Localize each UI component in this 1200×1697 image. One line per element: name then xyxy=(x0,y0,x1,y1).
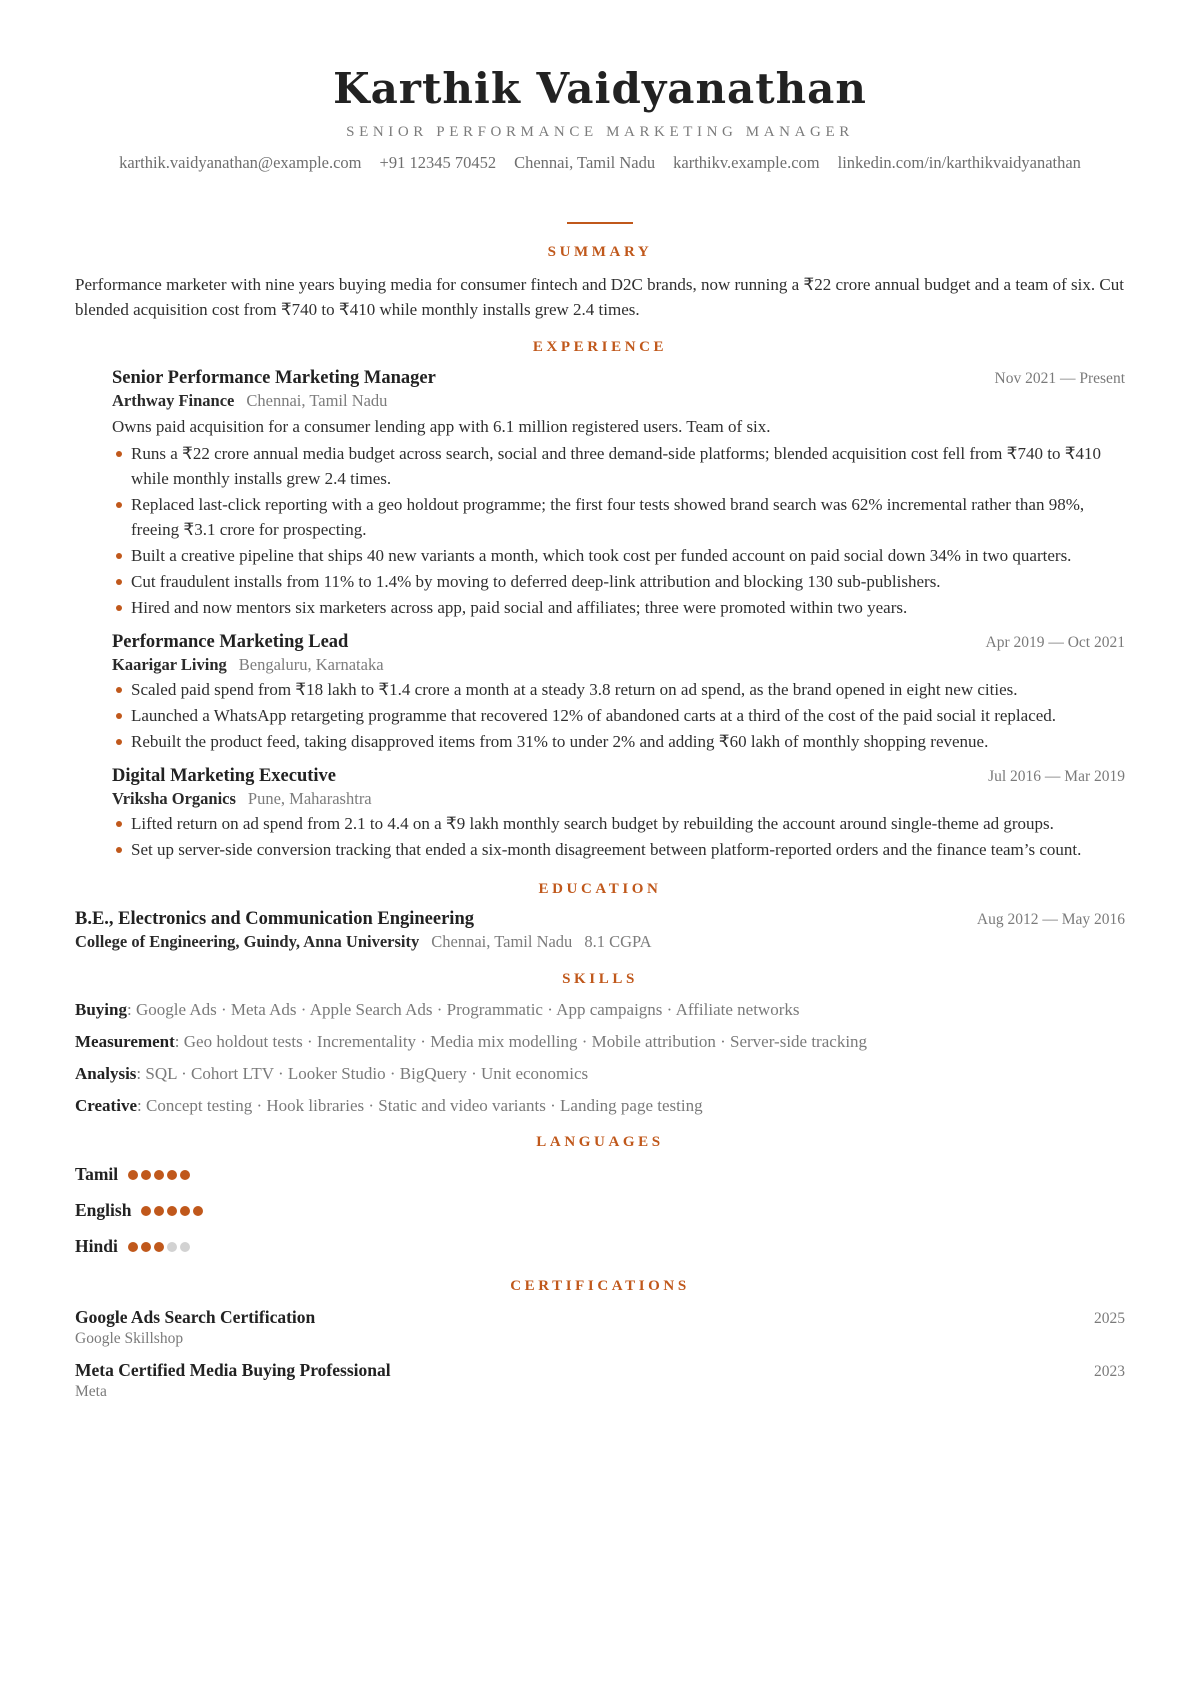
level-dot-filled xyxy=(141,1206,151,1216)
skill-group-values: Concept testing · Hook libraries · Static and video variants · Landing page testing xyxy=(145,1096,703,1116)
job-description: Owns paid acquisition for a consumer lending app with 6.1 million registered users. Team of six. xyxy=(112,417,771,437)
job-dates: Apr 2019 — Oct 2021 xyxy=(985,634,1125,652)
level-dot-filled xyxy=(128,1170,138,1180)
experience-section xyxy=(75,339,1125,862)
certification-year: 2023 xyxy=(1094,1363,1125,1381)
candidate-name: Karthik Vaidyanathan xyxy=(333,64,867,113)
school-location: Chennai, Tamil Nadu xyxy=(431,932,573,952)
job-bullet: Built a creative pipeline that ships 40 new variants a month, which took cost per funded account on paid social down 34% in two quarters. xyxy=(112,543,1125,568)
job-bullet: Set up server-side conversion tracking that ended a six-month disagreement between platform-reported orders and the finance team’s count. xyxy=(112,837,1125,862)
summary-section xyxy=(75,244,1125,322)
level-dot-empty xyxy=(167,1242,177,1252)
certification-issuer: Google Skillshop xyxy=(75,1330,184,1348)
level-dot-empty xyxy=(180,1242,190,1252)
section-title-certifications: CERTIFICATIONS xyxy=(510,1278,690,1295)
language-name: Tamil xyxy=(75,1163,119,1184)
skill-group-name: Analysis xyxy=(75,1064,137,1084)
job-company: Vriksha Organics xyxy=(112,789,236,809)
job-company: Kaarigar Living xyxy=(112,655,227,675)
job-title: Performance Marketing Lead xyxy=(112,632,349,653)
level-dot-filled xyxy=(141,1170,151,1180)
level-dot-filled xyxy=(154,1242,164,1252)
job-bullet: Replaced last-click reporting with a geo holdout programme; the first four tests showed brand search was 62% incremental rather than 98%, freeing ₹3.1 crore for prospecting. xyxy=(112,492,1125,542)
contact-website[interactable]: karthikv.example.com xyxy=(673,153,820,173)
contact-line xyxy=(75,153,1125,173)
level-dot-filled xyxy=(180,1170,190,1180)
job-entry xyxy=(112,766,1125,862)
section-title-summary: SUMMARY xyxy=(547,244,653,261)
certification-entry xyxy=(75,1360,1125,1401)
certification-year: 2025 xyxy=(1094,1310,1125,1328)
job-bullets xyxy=(112,811,1125,862)
job-dates: Jul 2016 — Mar 2019 xyxy=(988,768,1125,786)
certifications-section xyxy=(75,1278,1125,1401)
skill-group-name: Creative xyxy=(75,1096,137,1116)
skill-group-values: Google Ads · Meta Ads · Apple Search Ads · Programmatic · App campaigns · Affiliate networks xyxy=(135,1000,800,1020)
section-title-education: EDUCATION xyxy=(538,881,662,898)
job-bullets xyxy=(112,677,1125,754)
section-title-skills: SKILLS xyxy=(562,971,638,988)
job-title: Digital Marketing Executive xyxy=(112,766,337,787)
job-bullet: Scaled paid spend from ₹18 lakh to ₹1.4 crore a month at a steady 3.8 return on ad spend, as the brand opened in eight new cities. xyxy=(112,677,1125,702)
languages-section xyxy=(75,1134,1125,1258)
skill-group: Analysis: SQL · Cohort LTV · Looker Studio · BigQuery · Unit economics xyxy=(75,1064,589,1084)
job-bullet: Runs a ₹22 crore annual media budget across search, social and three demand-side platforms; blended acquisition cost fell from ₹740 to ₹410 while monthly installs grew 2.4 times. xyxy=(112,441,1125,491)
job-location: Chennai, Tamil Nadu xyxy=(246,391,388,411)
certification-name: Google Ads Search Certification xyxy=(75,1307,316,1328)
skill-group-values: Geo holdout tests · Incrementality · Media mix modelling · Mobile attribution · Server-side tracking xyxy=(183,1032,868,1052)
resume-header xyxy=(75,0,1125,224)
job-bullet: Launched a WhatsApp retargeting programme that recovered 12% of abandoned carts at a third of the cost of the paid social it replaced. xyxy=(112,703,1125,728)
degree-title: B.E., Electronics and Communication Engineering xyxy=(75,909,474,930)
level-dot-filled xyxy=(167,1170,177,1180)
level-dot-filled xyxy=(167,1206,177,1216)
certification-issuer: Meta xyxy=(75,1383,107,1401)
level-dot-filled xyxy=(180,1206,190,1216)
skill-group-values: SQL · Cohort LTV · Looker Studio · BigQuery · Unit economics xyxy=(145,1064,589,1084)
language-name: Hindi xyxy=(75,1235,118,1256)
skill-group: Buying: Google Ads · Meta Ads · Apple Search Ads · Programmatic · App campaigns · Affiliate networks xyxy=(75,1000,800,1020)
job-bullet: Lifted return on ad spend from 2.1 to 4.4 on a ₹9 lakh monthly search budget by rebuilding the account around single-theme ad groups. xyxy=(112,811,1125,836)
language-level-dots xyxy=(141,1201,206,1220)
candidate-role: SENIOR PERFORMANCE MARKETING MANAGER xyxy=(346,124,854,141)
certification-entry xyxy=(75,1307,1125,1348)
job-entry xyxy=(112,632,1125,754)
header-divider xyxy=(567,222,633,224)
section-title-experience: EXPERIENCE xyxy=(532,339,668,356)
skill-group-name: Buying xyxy=(75,1000,127,1020)
skill-group: Creative: Concept testing · Hook libraries · Static and video variants · Landing page testing xyxy=(75,1096,703,1116)
job-bullet: Rebuilt the product feed, taking disapproved items from 31% to under 2% and adding ₹60 lakh of monthly shopping revenue. xyxy=(112,729,1125,754)
job-location: Bengaluru, Karnataka xyxy=(238,655,384,675)
job-dates: Nov 2021 — Present xyxy=(994,370,1125,388)
school-name: College of Engineering, Guindy, Anna University xyxy=(75,932,420,952)
job-bullet: Cut fraudulent installs from 11% to 1.4% by moving to deferred deep-link attribution and blocking 130 sub-publishers. xyxy=(112,569,1125,594)
section-title-languages: LANGUAGES xyxy=(536,1134,664,1151)
skills-section xyxy=(75,971,1125,1116)
job-entry xyxy=(112,368,1125,620)
language-row xyxy=(75,1162,1125,1186)
language-level-dots xyxy=(128,1237,193,1256)
contact-email[interactable]: karthik.vaidyanathan@example.com xyxy=(119,153,362,173)
language-name: English xyxy=(75,1199,132,1220)
level-dot-filled xyxy=(154,1206,164,1216)
job-bullet: Hired and now mentors six marketers across app, paid social and affiliates; three were promoted within two years. xyxy=(112,595,1125,620)
level-dot-filled xyxy=(193,1206,203,1216)
job-company: Arthway Finance xyxy=(112,391,235,411)
level-dot-filled xyxy=(154,1170,164,1180)
language-row xyxy=(75,1234,1125,1258)
education-dates: Aug 2012 — May 2016 xyxy=(976,911,1125,929)
education-entry xyxy=(75,909,1125,952)
level-dot-filled xyxy=(141,1242,151,1252)
summary-text: Performance marketer with nine years buying media for consumer fintech and D2C brands, now running a ₹22 crore annual budget and a team of six. Cut blended acquisition cost from ₹740 to ₹410 while monthly installs grew 2.4 times. xyxy=(75,275,1124,320)
certification-name: Meta Certified Media Buying Professional xyxy=(75,1360,391,1381)
level-dot-filled xyxy=(128,1242,138,1252)
education-section xyxy=(75,881,1125,952)
skill-group-name: Measurement xyxy=(75,1032,175,1052)
job-title: Senior Performance Marketing Manager xyxy=(112,368,436,389)
education-grade: 8.1 CGPA xyxy=(584,932,652,952)
contact-linkedin[interactable]: linkedin.com/in/karthikvaidyanathan xyxy=(837,153,1081,173)
job-bullets xyxy=(112,441,1125,620)
skill-group: Measurement: Geo holdout tests · Incrementality · Media mix modelling · Mobile attribution · Server-side tracking xyxy=(75,1032,868,1052)
contact-location: Chennai, Tamil Nadu xyxy=(514,153,656,173)
job-location: Pune, Maharashtra xyxy=(247,789,372,809)
contact-phone[interactable]: +91 12345 70452 xyxy=(379,153,497,173)
language-row xyxy=(75,1198,1125,1222)
language-level-dots xyxy=(128,1165,193,1184)
